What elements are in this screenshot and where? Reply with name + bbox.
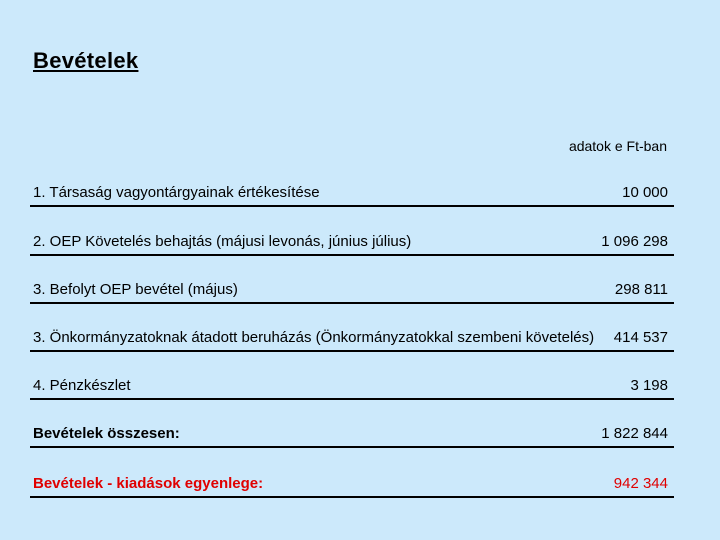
page-title: Bevételek <box>33 48 139 73</box>
row-value: 414 537 <box>613 329 668 346</box>
revenue-table <box>30 170 674 498</box>
table-row <box>30 256 674 304</box>
row-label: 3. Befolyt OEP bevétel (május) <box>33 281 238 298</box>
row-value: 10 000 <box>622 184 668 201</box>
row-value: 3 198 <box>630 377 668 394</box>
total-value: 1 822 844 <box>601 425 668 442</box>
balance-label: Bevételek - kiadások egyenlege: <box>33 475 264 492</box>
total-label: Bevételek összesen: <box>33 425 180 442</box>
row-label: 2. OEP Követelés behajtás (májusi levonás, június július) <box>33 233 412 250</box>
row-value: 1 096 298 <box>601 233 668 250</box>
row-label: 4. Pénzkészlet <box>33 377 131 394</box>
table-row <box>30 352 674 400</box>
row-label: 3. Önkormányzatoknak átadott beruházás (Önkormányzatokkal szembeni követelés) <box>33 329 595 346</box>
table-row <box>30 170 674 207</box>
row-value: 298 811 <box>614 281 668 298</box>
table-row <box>30 207 674 256</box>
balance-value: 942 344 <box>613 475 668 492</box>
balance-row <box>30 448 674 498</box>
table-row <box>30 304 674 352</box>
total-row <box>30 400 674 448</box>
unit-note: adatok e Ft-ban <box>568 138 667 154</box>
row-label: 1. Társaság vagyontárgyainak értékesítése <box>33 184 320 201</box>
